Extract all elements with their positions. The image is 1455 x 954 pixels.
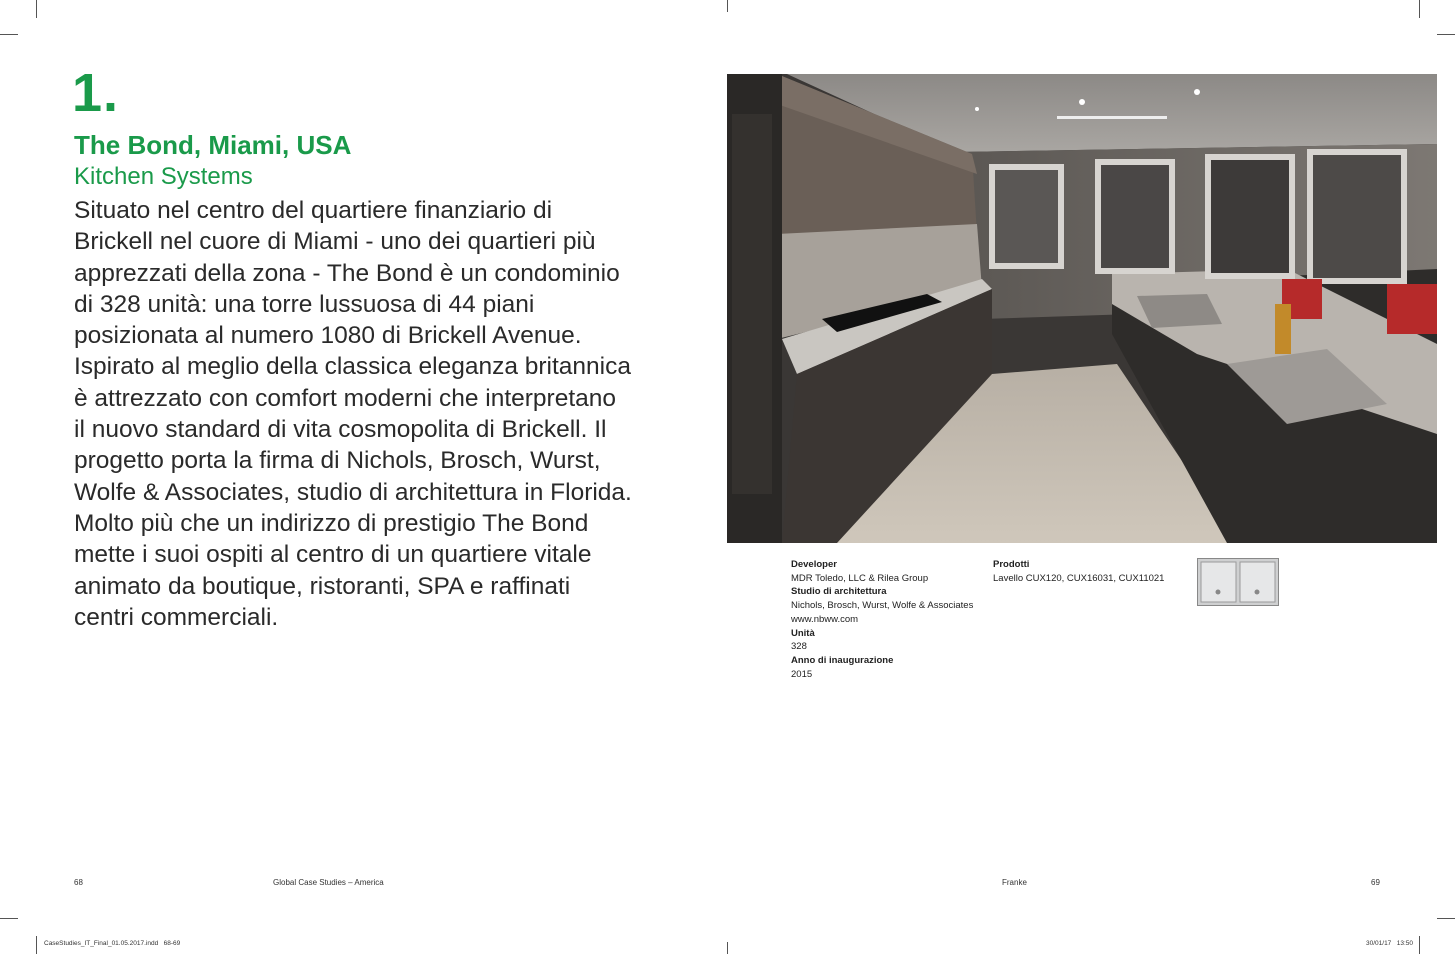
body-line: di 328 unità: una torre lussuosa di 44 piani	[74, 290, 535, 318]
products-info	[993, 558, 1164, 585]
body-line: Ispirato al meglio della classica eleganza britannica	[74, 353, 632, 381]
crop-mark	[1419, 936, 1420, 954]
developer-value: MDR Toledo, LLC & Rilea Group	[791, 572, 929, 584]
crop-mark	[727, 0, 728, 12]
case-subtitle: Kitchen Systems	[74, 163, 253, 190]
kitchen-photo	[727, 74, 1437, 543]
studio-value: Nichols, Brosch, Wurst, Wolfe & Associates	[791, 600, 974, 612]
studio-url: www.nbww.com	[791, 613, 859, 625]
crop-mark	[1419, 0, 1420, 18]
slug-timestamp: 30/01/17 13:50	[1366, 940, 1413, 947]
body-line: progetto porta la firma di Nichols, Brosch, Wurst,	[74, 447, 601, 475]
footer-section: Global Case Studies – America	[273, 878, 384, 887]
crop-mark	[1437, 918, 1455, 919]
crop-mark	[727, 942, 728, 954]
units-value: 328	[791, 641, 807, 653]
year-label: Anno di inaugurazione	[791, 654, 894, 666]
footer-brand: Franke	[1002, 878, 1027, 887]
sink-product-image	[1197, 558, 1279, 606]
crop-mark	[0, 34, 18, 35]
case-body-text	[74, 195, 674, 633]
body-line: centri commerciali.	[74, 603, 279, 631]
units-label: Unità	[791, 627, 815, 639]
products-label: Prodotti	[993, 559, 1030, 570]
body-line: Wolfe & Associates, studio di architettura in Florida.	[74, 478, 632, 506]
crop-mark	[0, 918, 18, 919]
products-value: Lavello CUX120, CUX16031, CUX11021	[993, 572, 1165, 584]
footer-page-number-left: 68	[74, 878, 83, 887]
crop-mark	[1437, 34, 1455, 35]
crop-mark	[36, 936, 37, 954]
body-line: posizionata al numero 1080 di Brickell Avenue.	[74, 322, 582, 350]
body-line: mette i suoi ospiti al centro di un quartiere vitale	[74, 541, 592, 569]
crop-mark	[36, 0, 37, 18]
case-number: 1.	[72, 63, 120, 123]
developer-label: Developer	[791, 559, 837, 570]
body-line: Situato nel centro del quartiere finanziario di	[74, 197, 553, 224]
body-line: il nuovo standard di vita cosmopolita di Brickell. Il	[74, 416, 607, 444]
body-line: animato da boutique, ristoranti, SPA e raffinati	[74, 572, 571, 600]
case-title: The Bond, Miami, USA	[74, 130, 352, 160]
body-line: Molto più che un indirizzo di prestigio The Bond	[74, 509, 589, 537]
body-line: è attrezzato con comfort moderni che interpretano	[74, 384, 617, 412]
studio-label: Studio di architettura	[791, 586, 887, 598]
year-value: 2015	[791, 668, 813, 680]
slug-filename: CaseStudies_IT_Final_01.05.2017.indd 68-69	[44, 940, 181, 947]
body-line: apprezzati della zona - The Bond è un condominio	[74, 259, 620, 287]
body-line: Brickell nel cuore di Miami - uno dei quartieri più	[74, 228, 596, 256]
footer-page-number-right: 69	[1371, 878, 1380, 887]
project-info	[791, 558, 973, 681]
